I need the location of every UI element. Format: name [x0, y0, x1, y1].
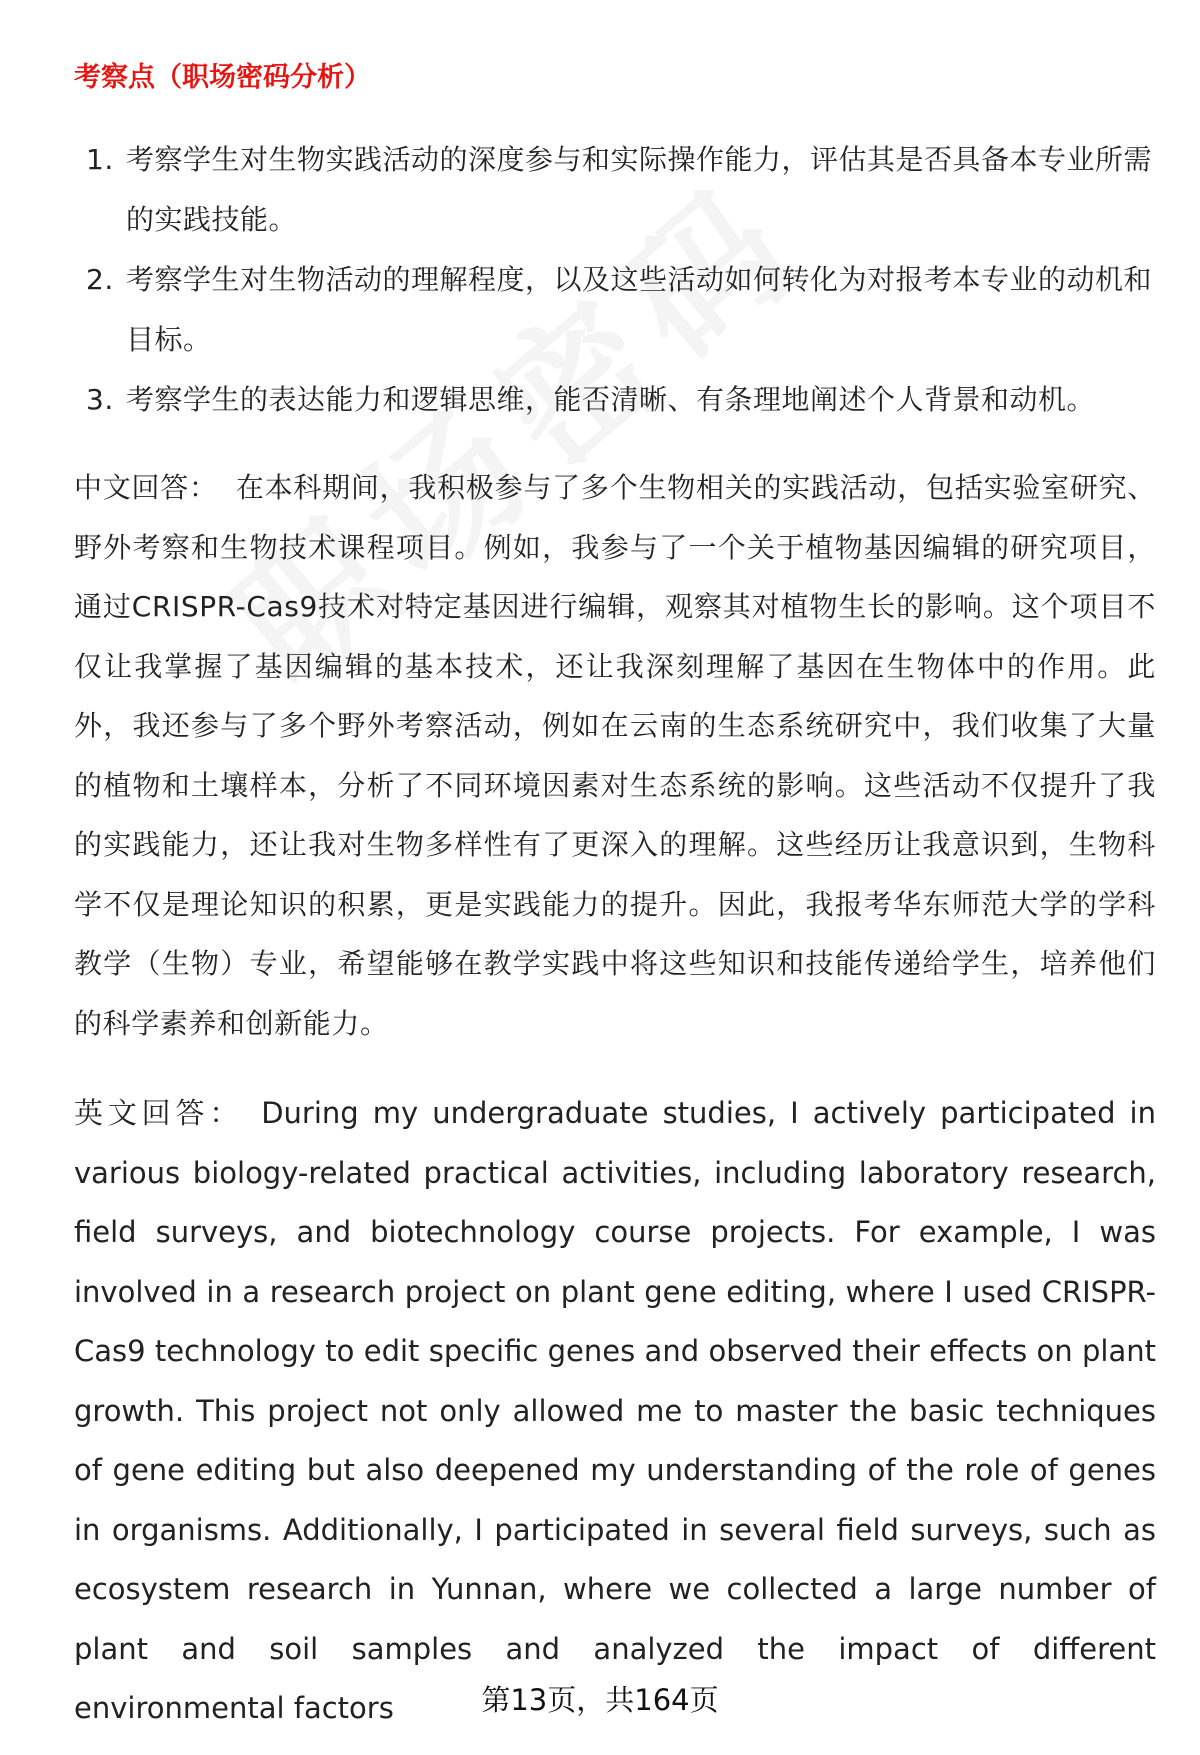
point-text: 考察学生的表达能力和逻辑思维，能否清晰、有条理地阐述个人背景和动机。: [126, 383, 1096, 416]
point-number: 3.: [86, 383, 114, 416]
chinese-answer: [74, 458, 1156, 1053]
chinese-answer-text: 在本科期间，我积极参与了多个生物相关的实践活动，包括实验室研究、野外考察和生物技术课程项目。例如，我参与了一个关于植物基因编辑的研究项目，通过CRISPR-Cas9技术对特定基因进行编辑，观察其对植物生长的影响。这个项目不仅让我掌握了基因编辑的基本技术，还让我深刻理解了基因在生物体中的作用。此外，我还参与了多个野外考察活动，例如在云南的生态系统研究中，我们收集了大量的植物和土壤样本，分析了不同环境因素对生态系统的影响。这些活动不仅提升了我的实践能力，还让我对生物多样性有了更深入的理解。这些经历让我意识到，生物科学不仅是理论知识的积累，更是实践能力的提升。因此，我报考华东师范大学的学科教学（生物）专业，希望能够在教学实践中将这些知识和技能传递给学生，培养他们的科学素养和创新能力。: [74, 471, 1156, 1040]
point-text: 考察学生对生物活动的理解程度，以及这些活动如何转化为对报考本专业的动机和目标。: [126, 263, 1153, 356]
point-text: 考察学生对生物实践活动的深度参与和实际操作能力，评估其是否具备本专业所需的实践技能。: [126, 143, 1153, 236]
assessment-point: [74, 250, 1154, 370]
section-heading: 考察点（职场密码分析）: [74, 62, 371, 93]
page-number-footer: 第13页，共164页: [481, 1683, 719, 1717]
english-answer-text: During my undergraduate studies, I actively participated in various biology-related practical activities, including laboratory research, field surveys, and biotechnology course projects. For example, I was involved in a research project on plant gene editing, where I used CRISPR-Cas9 technology to edit specific genes and observed their effects on plant growth. This project not only allowed me to master the basic techniques of gene editing but also deepened my understanding of the role of genes in organisms. Additionally, I participated in several field surveys, such as ecosystem research in Yunnan, where we collected a large number of plant and soil samples and analyzed the impact of different environmental factors: [74, 1096, 1156, 1725]
assessment-point: [74, 370, 1154, 430]
english-answer: [74, 1084, 1156, 1739]
point-number: 1.: [86, 143, 114, 176]
english-answer-label: 英文回答：: [74, 1096, 244, 1130]
assessment-point: [74, 130, 1154, 250]
assessment-points-list: [74, 130, 1154, 430]
point-number: 2.: [86, 263, 114, 296]
chinese-answer-label: 中文回答：: [74, 471, 218, 504]
